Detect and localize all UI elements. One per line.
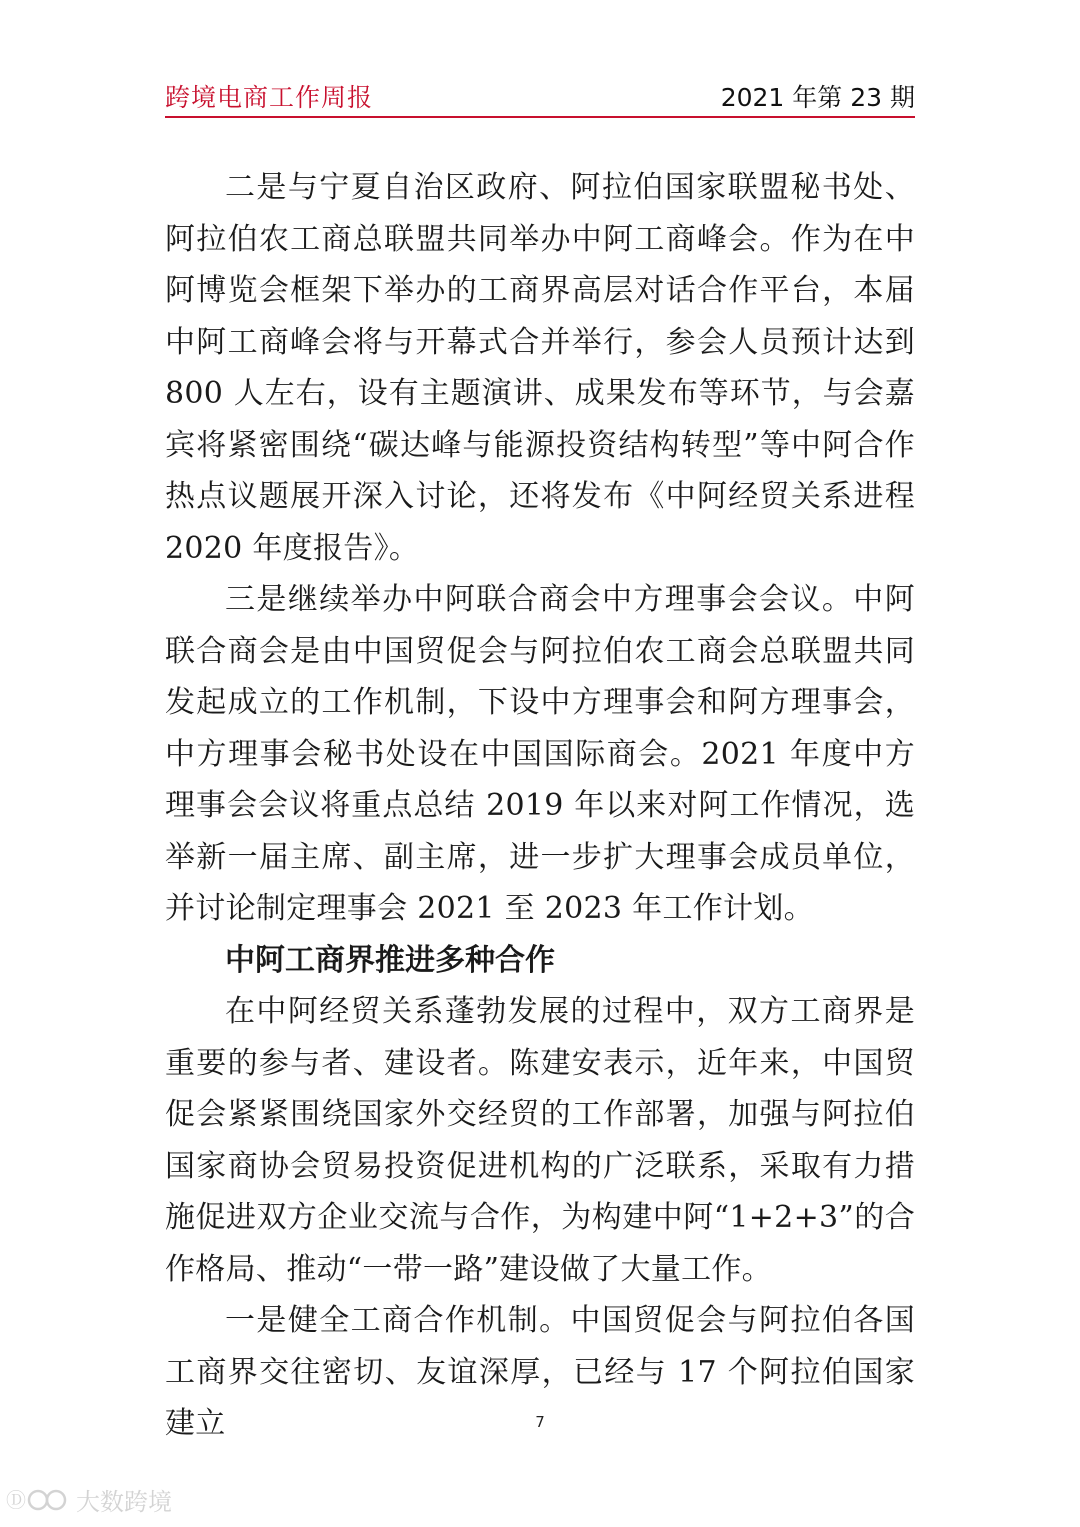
section-heading: 中阿工商界推进多种合作 [225,942,555,978]
watermark-logo-icon [6,1488,70,1512]
paragraph-council-meeting: 三是继续举办中阿联合商会中方理事会会议。中阿联合商会是由中国贸促会与阿拉伯农工商会总联盟共同发起成立的工作机制，下设中方理事会和阿方理事会，中方理事会秘书处设在中国国际商会。2021 年度中方理事会会议将重点总结 2019 年以来对阿工作情况，选举新一届主席、副主席，进一步扩大理事会成员单位，并讨论制定理事会 2021 至 2023 年工作计划。 [165,582,915,926]
header-divider [165,116,915,118]
paragraph-summit: 二是与宁夏自治区政府、阿拉伯国家联盟秘书处、阿拉伯农工商总联盟共同举办中阿工商峰会。作为在中阿博览会框架下举办的工商界高层对话合作平台，本届中阿工商峰会将与开幕式合并举行，参会人员预计达到 800 人左右，设有主题演讲、成果发布等环节，与会嘉宾将紧密围绕“碳达峰与能源投资结构转型”等中阿合作热点议题展开深入讨论，还将发布《中阿经贸关系进程 2020 年度报告》。 [165,170,915,566]
paragraph-business-cooperation: 在中阿经贸关系蓬勃发展的过程中，双方工商界是重要的参与者、建设者。陈建安表示，近年来，中国贸促会紧紧围绕国家外交经贸的工作部署，加强与阿拉伯国家商协会贸易投资促进机构的广泛联系，采取有力措施促进双方企业交流与合作，为构建中阿“1+2+3”的合作格局、推动“一带一路”建设做了大量工作。 [165,994,915,1287]
watermark [6,1482,172,1517]
page-number: 7 [535,1413,545,1431]
publication-title: 跨境电商工作周报 [165,83,374,112]
page-header [165,72,915,120]
article-body [165,162,915,1450]
issue-number: 2021 年第 23 期 [720,83,915,112]
watermark-text: 大数跨境 [76,1488,172,1516]
paragraph-mechanism: 一是健全工商合作机制。中国贸促会与阿拉伯各国工商界交往密切、友谊深厚，已经与 17 个阿拉伯国家建立 [165,1303,915,1441]
svg-text:Ⓓ: Ⓓ [6,1487,26,1512]
